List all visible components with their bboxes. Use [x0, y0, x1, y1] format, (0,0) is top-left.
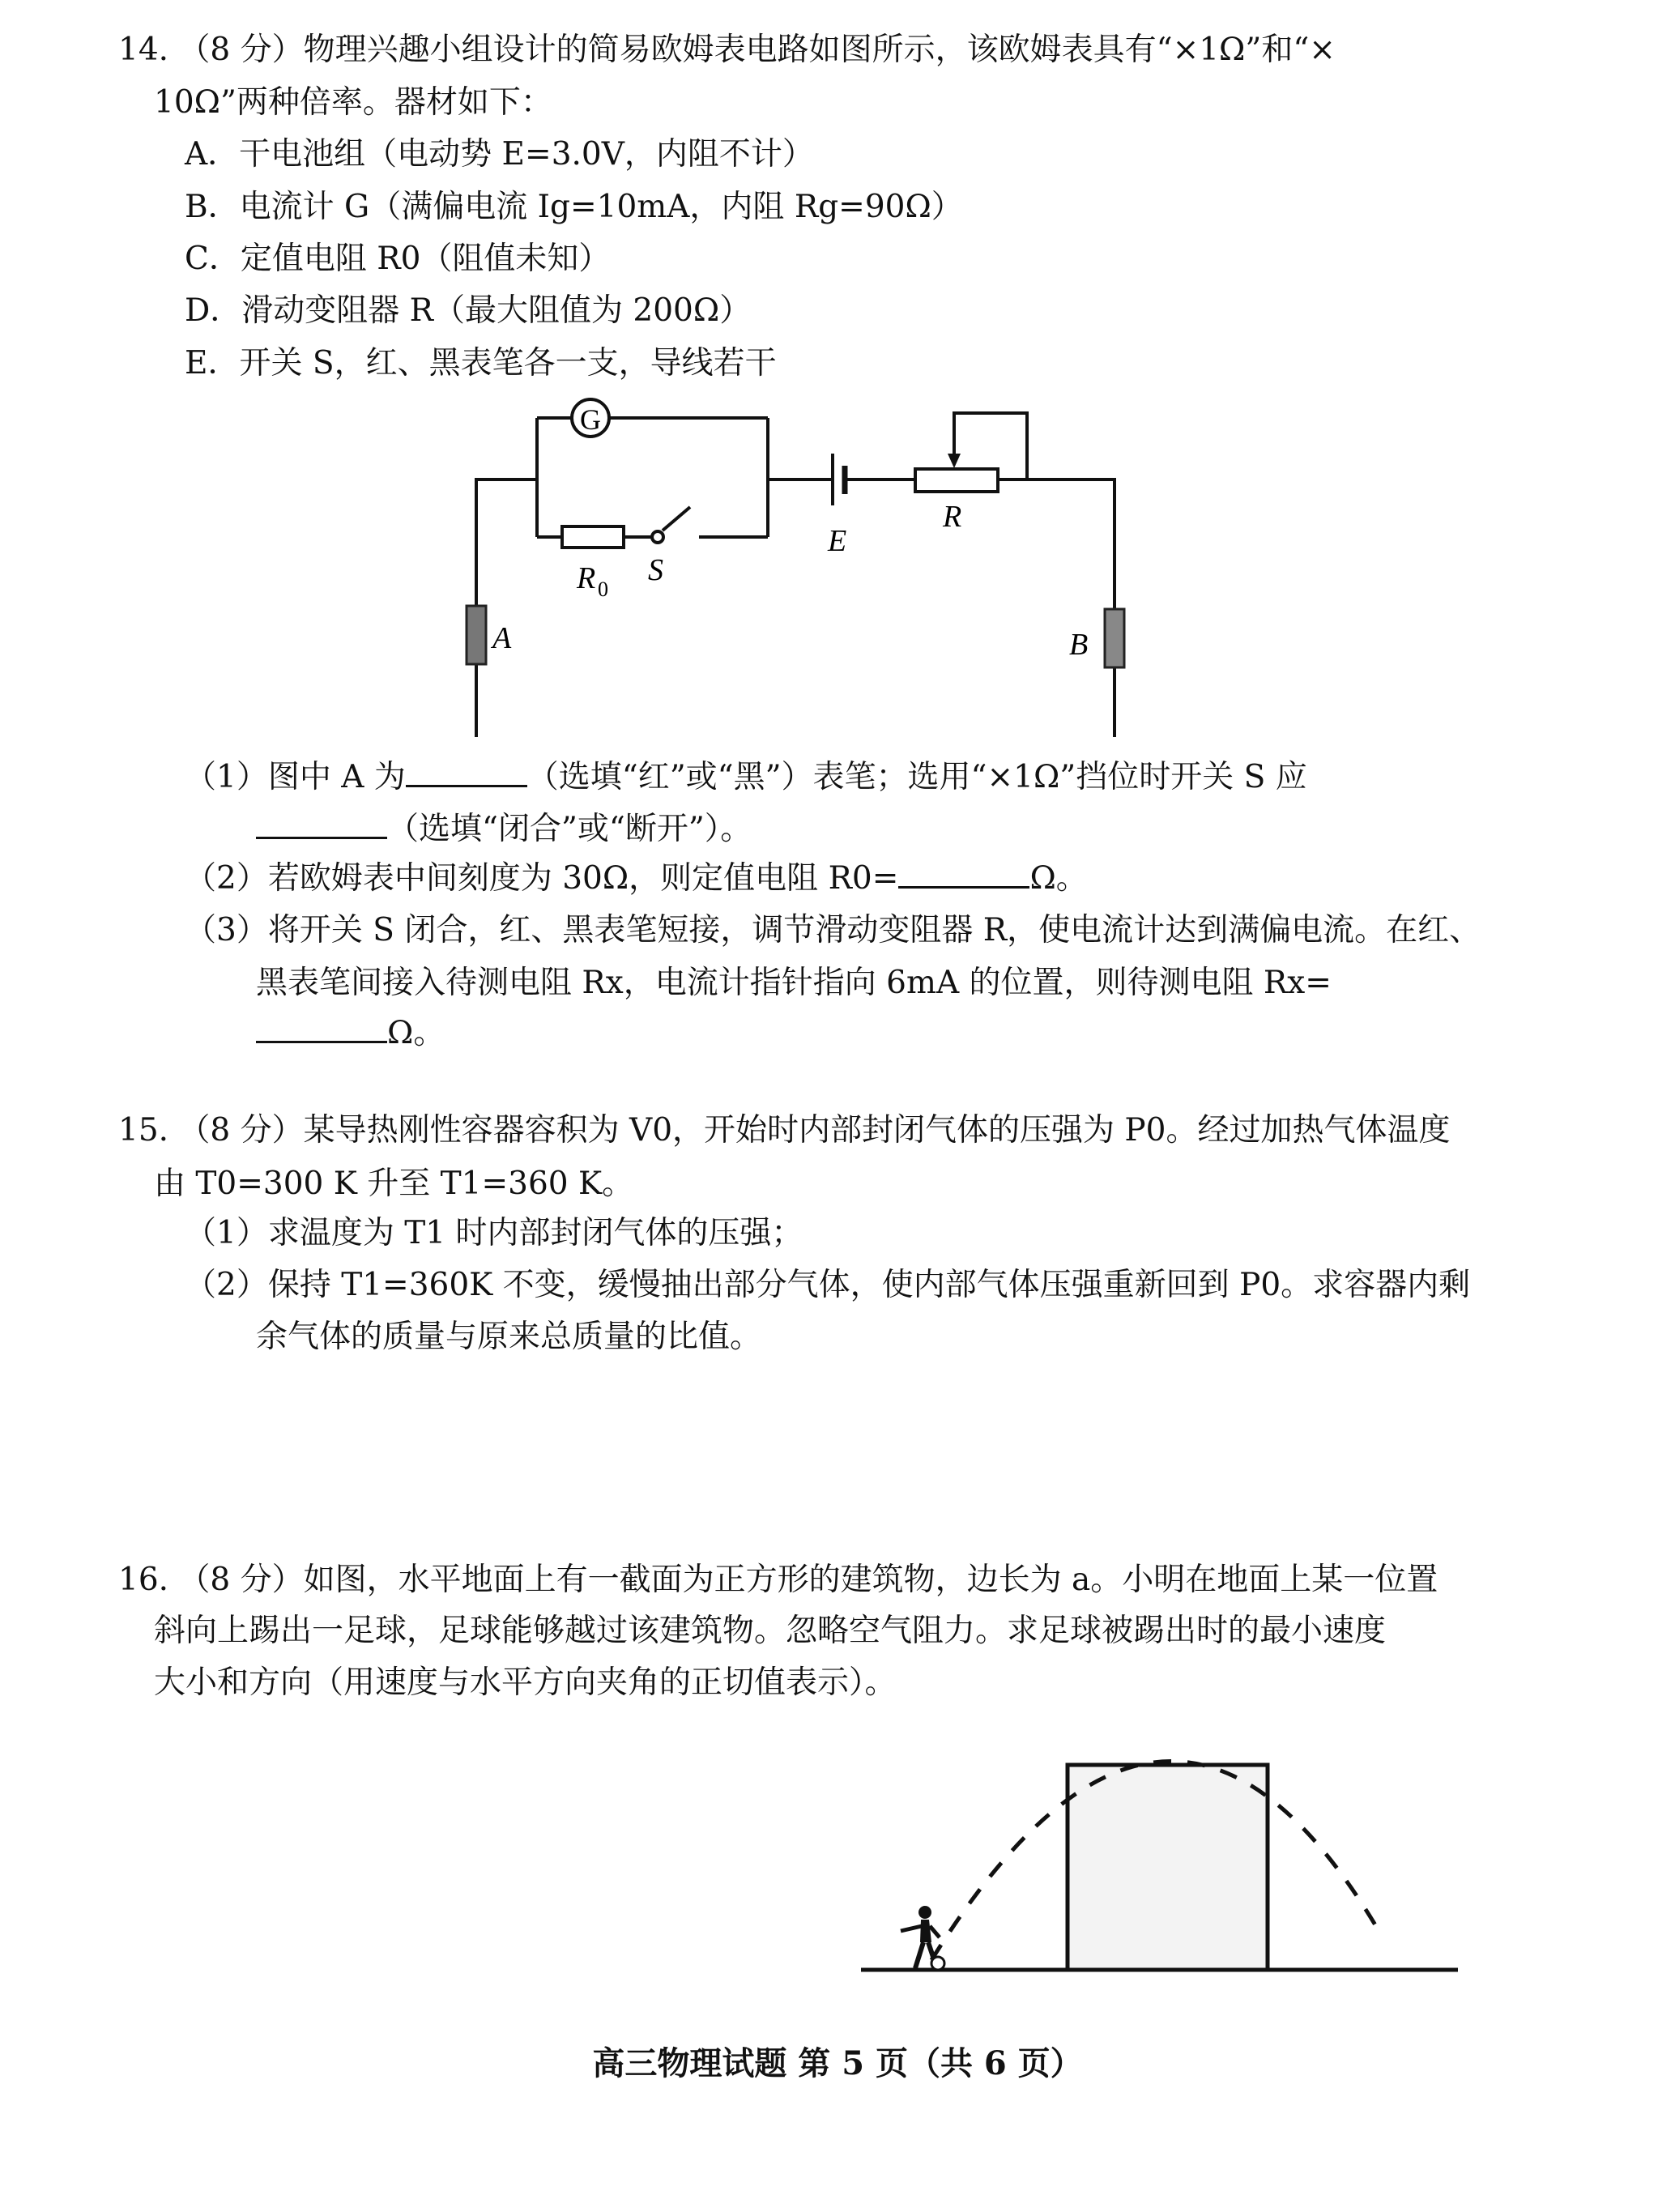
rheostat-slider-arrow	[948, 454, 961, 468]
q15-part1: （1）求温度为 T1 时内部封闭气体的压强；	[185, 1215, 803, 1251]
resistor-r0-subscript: 0	[598, 578, 608, 601]
rheostat-symbol	[915, 469, 998, 492]
q16-stem-line2: 斜向上踢出一足球，足球能够越过该建筑物。忽略空气阻力。求足球被踢出时的最小速度	[154, 1613, 1387, 1649]
probe-b-label: B	[1069, 628, 1089, 662]
q15-stem-line1: 15. （8 分）某导热刚性容器容积为 V0，开始时内部封闭气体的压强为 P0。经过加热气体温度	[118, 1112, 1451, 1149]
switch-contact	[652, 531, 663, 543]
q14-part1-line2	[256, 808, 752, 850]
q14-stem-line1: 14. （8 分）物理兴趣小组设计的简易欧姆表电路如图所示，该欧姆表具有“×1Ω”和“×	[118, 32, 1336, 68]
answer-blank-2[interactable]	[256, 809, 387, 839]
q14-option-b: B．电流计 G（满偏电流 Ig=10mA，内阻 Rg=90Ω）	[185, 189, 963, 225]
projectile-diagram	[0, 1685, 1675, 1993]
q14-part2-text-a: （2）若欧姆表中间刻度为 30Ω，则定值电阻 R0=	[185, 860, 899, 897]
battery-label: E	[828, 524, 847, 558]
q14-part1-line1	[185, 757, 1307, 799]
circuit-diagram	[0, 389, 1675, 745]
q14-part3-line3	[256, 1012, 445, 1055]
probe-a	[467, 606, 486, 664]
q14-stem-line2: 10Ω”两种倍率。器材如下：	[154, 84, 552, 121]
resistor-r0-label: R	[577, 561, 596, 595]
q15-stem-line2: 由 T0=300 K 升至 T1=360 K。	[154, 1166, 634, 1202]
resistor-r0-symbol	[562, 526, 624, 548]
q14-part2-text-b: Ω。	[1029, 860, 1088, 897]
answer-blank-4[interactable]	[256, 1013, 387, 1043]
rheostat-label: R	[943, 500, 962, 534]
probe-a-label: A	[492, 621, 512, 655]
football	[931, 1957, 944, 1970]
answer-blank-1[interactable]	[406, 757, 527, 787]
galvanometer-label: G	[580, 403, 601, 436]
q14-option-a: A．干电池组（电动势 E=3.0V，内阻不计）	[185, 136, 814, 173]
q14-part3-text-c: Ω。	[387, 1015, 445, 1051]
q14-option-c: C．定值电阻 R0（阻值未知）	[185, 241, 611, 277]
q15-part2-line2: 余气体的质量与原来总质量的比值。	[256, 1319, 762, 1355]
square-building	[1068, 1765, 1268, 1970]
probe-b	[1105, 609, 1124, 667]
q15-part2-line1: （2）保持 T1=360K 不变，缓慢抽出部分气体，使内部气体压强重新回到 P0。求容器内剩	[185, 1267, 1471, 1303]
q14-part3-line1: （3）将开关 S 闭合，红、黑表笔短接，调节滑动变阻器 R，使电流计达到满偏电流。在红、	[185, 912, 1481, 948]
q14-part1-text-a: （1）图中 A 为	[185, 759, 406, 795]
q14-part1-text-b: （选填“红”或“黑”）表笔；选用“×1Ω”挡位时开关 S 应	[526, 759, 1307, 795]
q16-stem-line1: 16. （8 分）如图，水平地面上有一截面为正方形的建筑物，边长为 a。小明在地面上某一位置	[118, 1562, 1438, 1598]
q14-option-d: D．滑动变阻器 R（最大阻值为 200Ω）	[185, 292, 752, 329]
q14-part3-line2: 黑表笔间接入待测电阻 Rx，电流计指针指向 6mA 的位置，则待测电阻 Rx=	[256, 965, 1332, 1001]
q16-stem-line3: 大小和方向（用速度与水平方向夹角的正切值表示）。	[154, 1664, 897, 1701]
page-footer: 高三物理试题 第 5 页（共 6 页）	[592, 2044, 1083, 2082]
answer-blank-3[interactable]	[898, 859, 1029, 889]
q14-option-e: E．开关 S，红、黑表笔各一支，导线若干	[185, 345, 777, 381]
switch-label: S	[648, 553, 663, 587]
q14-part1-text-c: （选填“闭合”或“断开”）。	[387, 811, 752, 847]
q14-part2	[185, 858, 1088, 900]
